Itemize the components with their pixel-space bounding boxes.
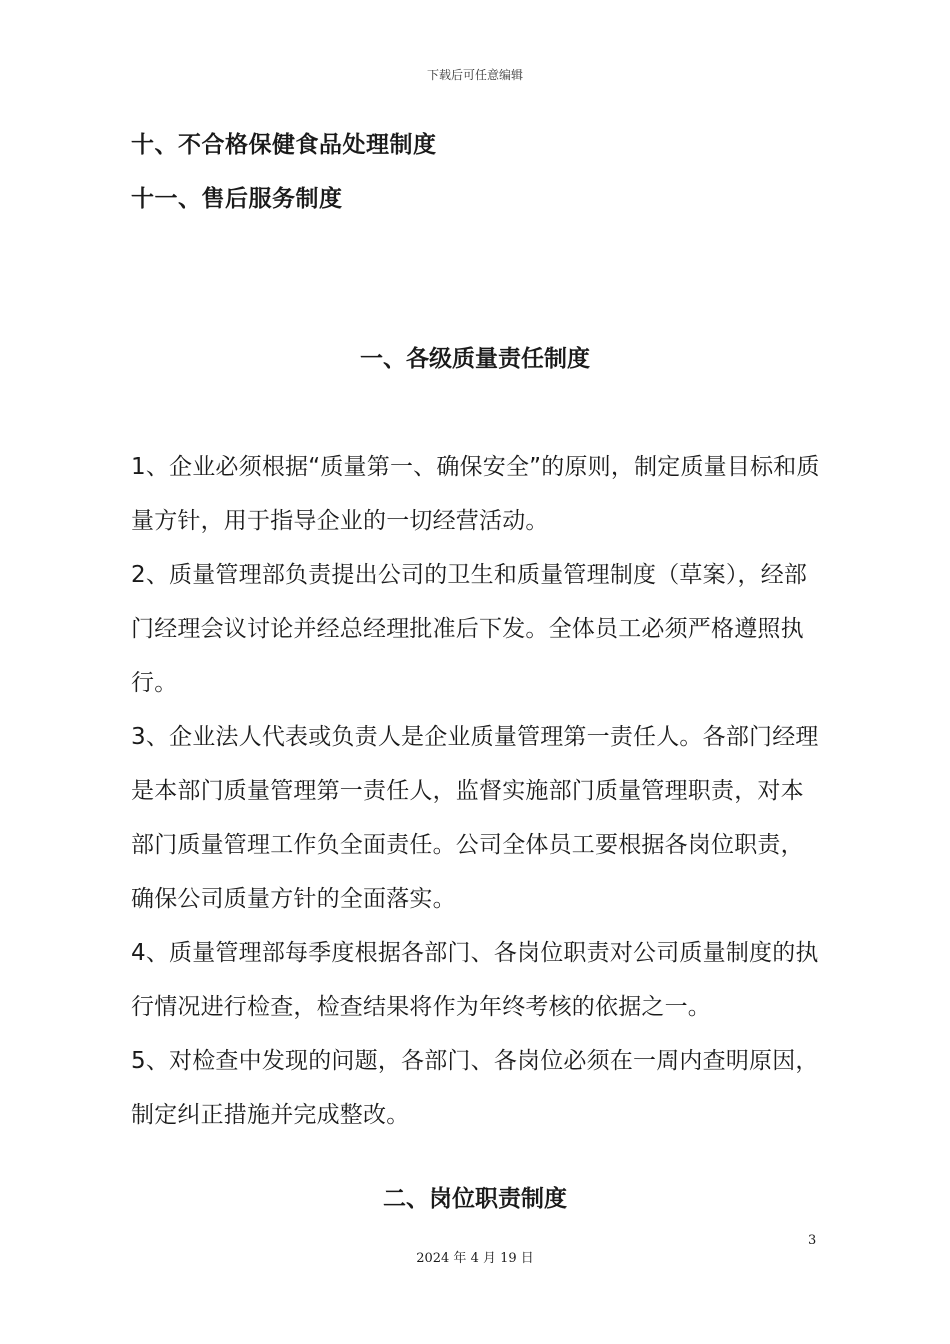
page-number: 3 (808, 1233, 817, 1248)
body-line: 2、质量管理部负责提出公司的卫生和质量管理制度（草案），经部 (131, 562, 808, 588)
section-title-2: 二、岗位职责制度 (383, 1186, 567, 1212)
page-date: 2024 年 4 月 19 日 (416, 1251, 534, 1266)
body-line: 制定纠正措施并完成整改。 (131, 1102, 410, 1128)
body-line: 行情况进行检查，检查结果将作为年终考核的依据之一。 (131, 994, 711, 1020)
section-title-1: 一、各级质量责任制度 (360, 346, 590, 372)
body-line: 4、质量管理部每季度根据各部门、各岗位职责对公司质量制度的执 (131, 940, 819, 966)
body-line: 是本部门质量管理第一责任人，监督实施部门质量管理职责，对本 (131, 778, 804, 804)
toc-item-10: 十、不合格保健食品处理制度 (131, 132, 437, 158)
body-line: 确保公司质量方针的全面落实。 (131, 886, 456, 912)
body-line: 门经理会议讨论并经总经理批准后下发。全体员工必须严格遵照执 (131, 616, 804, 642)
body-line: 1、企业必须根据“质量第一、确保安全”的原则，制定质量目标和质 (131, 454, 820, 480)
body-line: 行。 (131, 670, 178, 696)
body-line: 量方针，用于指导企业的一切经营活动。 (131, 508, 549, 534)
section-1-body (131, 449, 821, 1151)
body-line: 3、企业法人代表或负责人是企业质量管理第一责任人。各部门经理 (131, 724, 819, 750)
header-note: 下载后可任意编辑 (426, 68, 523, 82)
body-line: 部门质量管理工作负全面责任。公司全体员工要根据各岗位职责， (131, 832, 804, 858)
body-line: 5、对检查中发现的问题，各部门、各岗位必须在一周内查明原因， (131, 1048, 819, 1074)
toc-item-11: 十一、售后服务制度 (131, 186, 343, 212)
